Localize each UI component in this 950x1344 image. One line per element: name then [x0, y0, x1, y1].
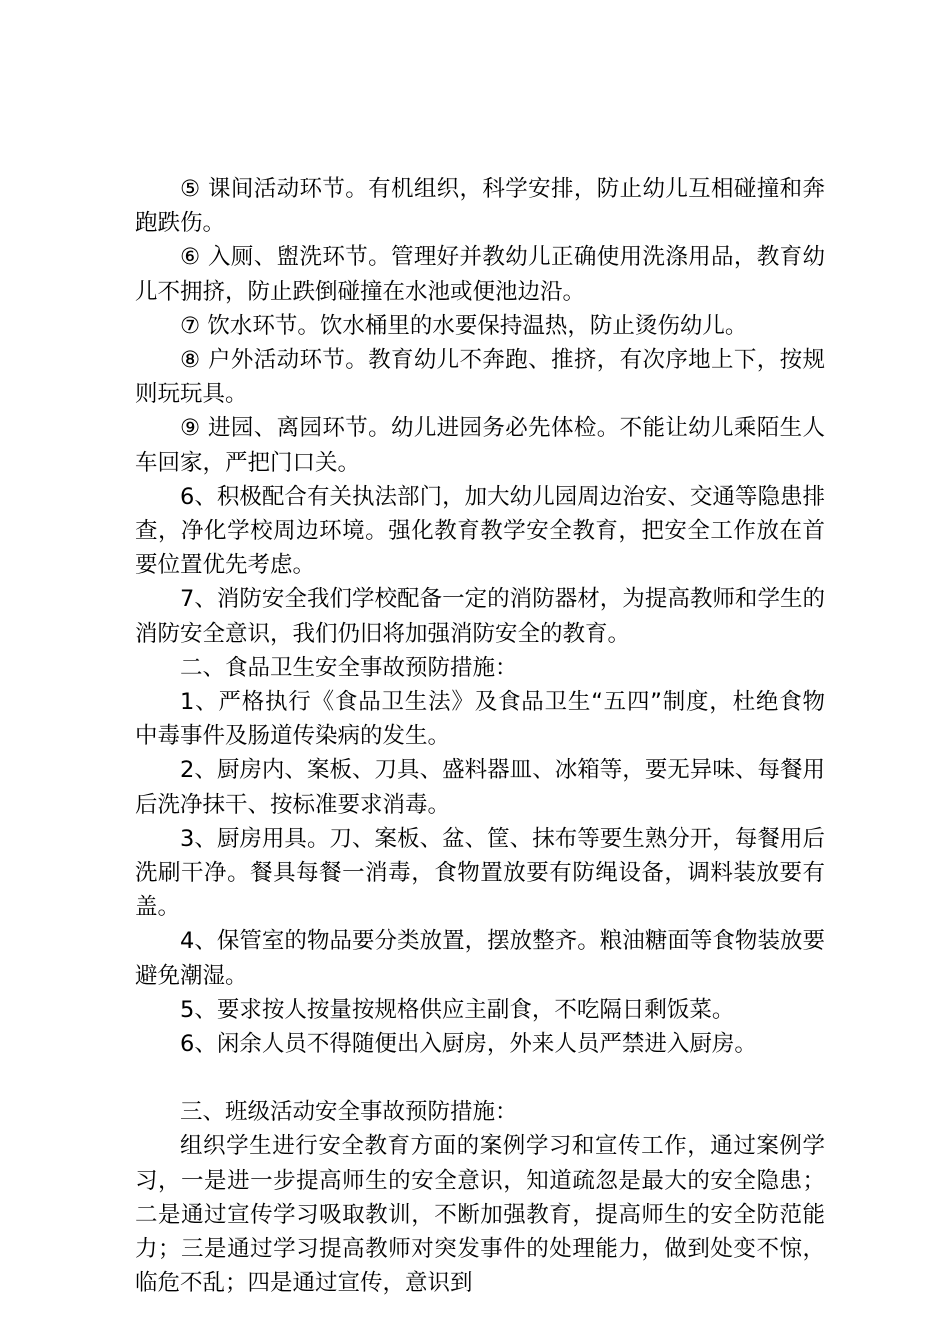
paragraph-toilet-washing: ⑥ 入厕、盥洗环节。管理好并教幼儿正确使用洗涤用品，教育幼儿不拥挤，防止跌倒碰撞在水池或便池边沿。: [135, 244, 825, 305]
paragraph-food-supply: 5、要求按人按量按规格供应主副食，不吃隔日剩饭菜。: [180, 996, 735, 1023]
section-heading-class-activity: 三、班级活动安全事故预防措施：: [180, 1099, 518, 1126]
paragraph-law-enforcement: 6、积极配合有关执法部门，加大幼儿园周边治安、交通等隐患排查，净化学校周边环境。强化教育教学安全教育，把安全工作放在首要位置优先考虑。: [135, 483, 825, 579]
paragraph-spacer: [135, 1061, 825, 1095]
section-heading-food-safety: 二、食品卫生安全事故预防措施：: [180, 654, 518, 681]
document-body: [135, 172, 825, 1301]
paragraph-outdoor-activity: ⑧ 户外活动环节。教育幼儿不奔跑、推挤，有次序地上下，按规则玩玩具。: [135, 347, 825, 408]
paragraph-fire-safety: 7、消防安全我们学校配备一定的消防器材，为提高教师和学生的消防安全意识，我们仍旧将加强消防安全的教育。: [135, 586, 825, 647]
paragraph-drinking-water: ⑦ 饮水环节。饮水桶里的水要保持温热，防止烫伤幼儿。: [180, 312, 748, 339]
paragraph-recess-activity: ⑤ 课间活动环节。有机组织，科学安排，防止幼儿互相碰撞和奔跑跌伤。: [135, 176, 825, 237]
paragraph-storage-room: 4、保管室的物品要分类放置，摆放整齐。粮油糖面等食物装放要避免潮湿。: [135, 928, 825, 989]
paragraph-kitchen-utensils: 3、厨房用具。刀、案板、盆、筐、抹布等要生熟分开，每餐用后洗刷干净。餐具每餐一消毒，食物置放要有防绳设备，调料装放要有盖。: [135, 825, 825, 921]
paragraph-kitchen-access: 6、闲余人员不得随便出入厨房，外来人员严禁进入厨房。: [180, 1031, 757, 1058]
paragraph-kitchen-hygiene: 2、厨房内、案板、刀具、盛料器皿、冰箱等，要无异味、每餐用后洗净抹干、按标准要求消毒。: [135, 757, 825, 818]
paragraph-arrival-departure: ⑨ 进园、离园环节。幼儿进园务必先体检。不能让幼儿乘陌生人车回家，严把门口关。: [135, 415, 825, 476]
paragraph-case-study: 组织学生进行安全教育方面的案例学习和宣传工作，通过案例学习，一是进一步提高师生的安全意识，知道疏忽是最大的安全隐患；二是通过宣传学习吸取教训，不断加强教育，提高师生的安全防范能力；三是通过学习提高教师对突发事件的处理能力，做到处变不惊，临危不乱；四是通过宣传，意识到: [135, 1133, 825, 1297]
paragraph-food-law: 1、严格执行《食品卫生法》及食品卫生“五四”制度，杜绝食物中毒事件及肠道传染病的发生。: [135, 689, 825, 750]
